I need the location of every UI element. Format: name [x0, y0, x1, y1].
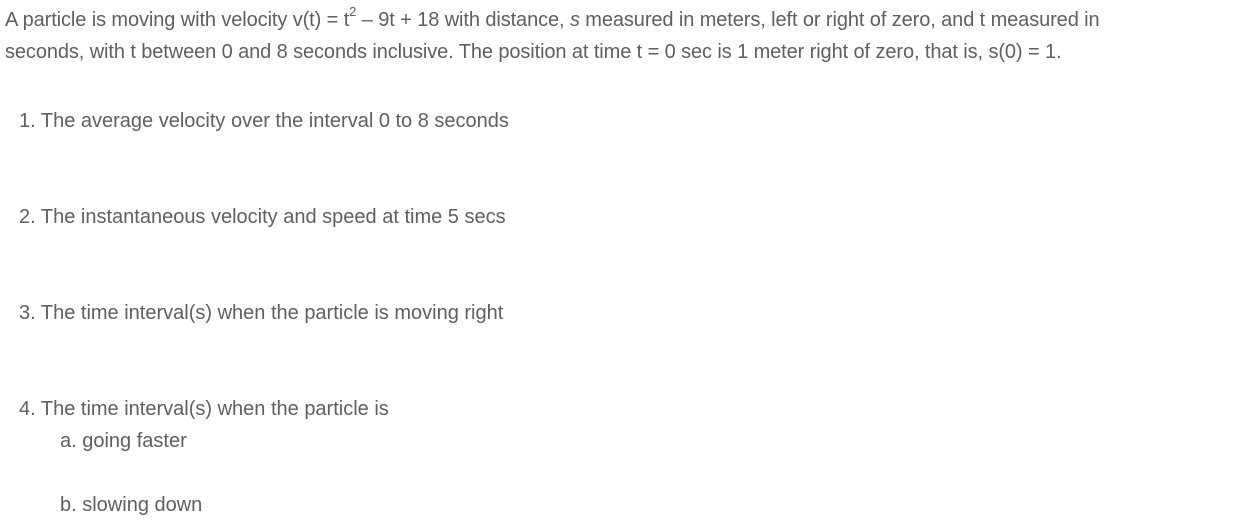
exponent: 2 — [349, 4, 357, 20]
problem-text-c: measured in meters, left or right of zero, and t measured in — [579, 9, 1100, 31]
question-1: 1. The average velocity over the interval 0 to 8 seconds — [19, 110, 509, 132]
question-4a: a. going faster — [60, 430, 187, 452]
question-3: 3. The time interval(s) when the particle is moving right — [19, 302, 504, 324]
problem-statement — [5, 4, 1255, 68]
distance-variable: s — [569, 9, 580, 31]
problem-text-b: – 9t + 18 with distance, — [356, 9, 570, 31]
problem-line-2: seconds, with t between 0 and 8 seconds inclusive. The position at time t = 0 sec is 1 meter right of zero, that is, s(0) = 1. — [5, 41, 1062, 63]
question-4: 4. The time interval(s) when the particle is — [19, 398, 389, 420]
question-4b: b. slowing down — [60, 494, 203, 516]
problem-line-1 — [5, 4, 1255, 36]
problem-text-a: A particle is moving with velocity v(t) = t — [5, 9, 350, 31]
question-2: 2. The instantaneous velocity and speed at time 5 secs — [19, 206, 506, 228]
